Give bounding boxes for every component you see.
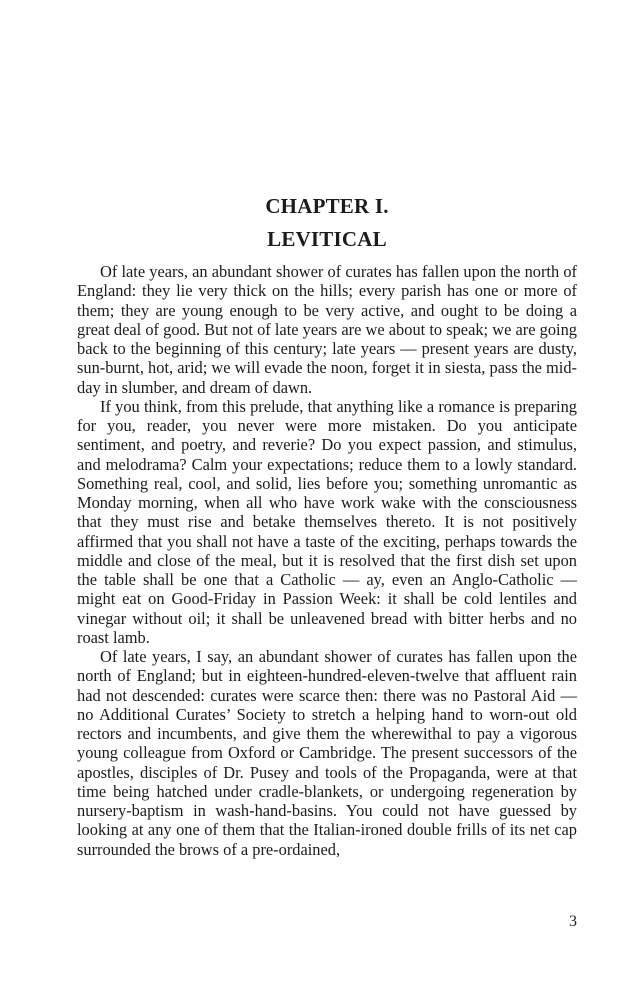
page-number: 3 (569, 913, 577, 930)
chapter-body (77, 262, 577, 859)
paragraph-3: Of late years, I say, an abundant shower of curates has fallen upon the north of England; but in eighteen-hundred-eleven-twelve that affluent rain had not descended: curates were scarce then: there was no Pastoral Aid — no Additional Curates’ Society to stretch a helping hand to worn-out old rectors and incumbents, and give them the wherewithal to pay a vigorous young colleague from Oxford or Cambridge. The present successors of the apostles, disciples of Dr. Pusey and tools of the Propaganda, were at that time being hatched under cradle-blankets, or undergoing regeneration by nursery-baptism in wash-hand-basins. You could not have guessed by looking at any one of them that the Italian-ironed double frills of its net cap surrounded the brows of a pre-ordained, (77, 647, 577, 859)
chapter-heading (77, 190, 577, 256)
chapter-number: CHAPTER I. (265, 194, 389, 218)
book-page (77, 0, 577, 1000)
chapter-title: LEVITICAL (267, 227, 387, 251)
paragraph-2: If you think, from this prelude, that anything like a romance is preparing for you, reader, you never were more mistaken. Do you anticipate sentiment, and poetry, and reverie? Do you expect passion, and stimulus, and melodrama? Calm your expectations; reduce them to a lowly standard. Something real, cool, and solid, lies before you; something unromantic as Monday morning, when all who have work wake with the consciousness that they must rise and betake themselves thereto. It is not positively affirmed that you shall not have a taste of the exciting, perhaps towards the middle and close of the meal, but it is resolved that the first dish set upon the table shall be one that a Catholic — ay, even an Anglo-Catholic — might eat on Good-Friday in Passion Week: it shall be cold lentiles and vinegar without oil; it shall be unleavened bread with bitter herbs and no roast lamb. (77, 396, 577, 647)
paragraph-1: Of late years, an abundant shower of curates has fallen upon the north of England: they lie very thick on the hills; every parish has one or more of them; they are young enough to be very active, and ought to be doing a great deal of good. But not of late years are we about to speak; we are going back to the beginning of this century; late years — present years are dusty, sun-burnt, hot, arid; we will evade the noon, forget it in siesta, pass the mid-day in slumber, and dream of dawn. (77, 262, 577, 397)
